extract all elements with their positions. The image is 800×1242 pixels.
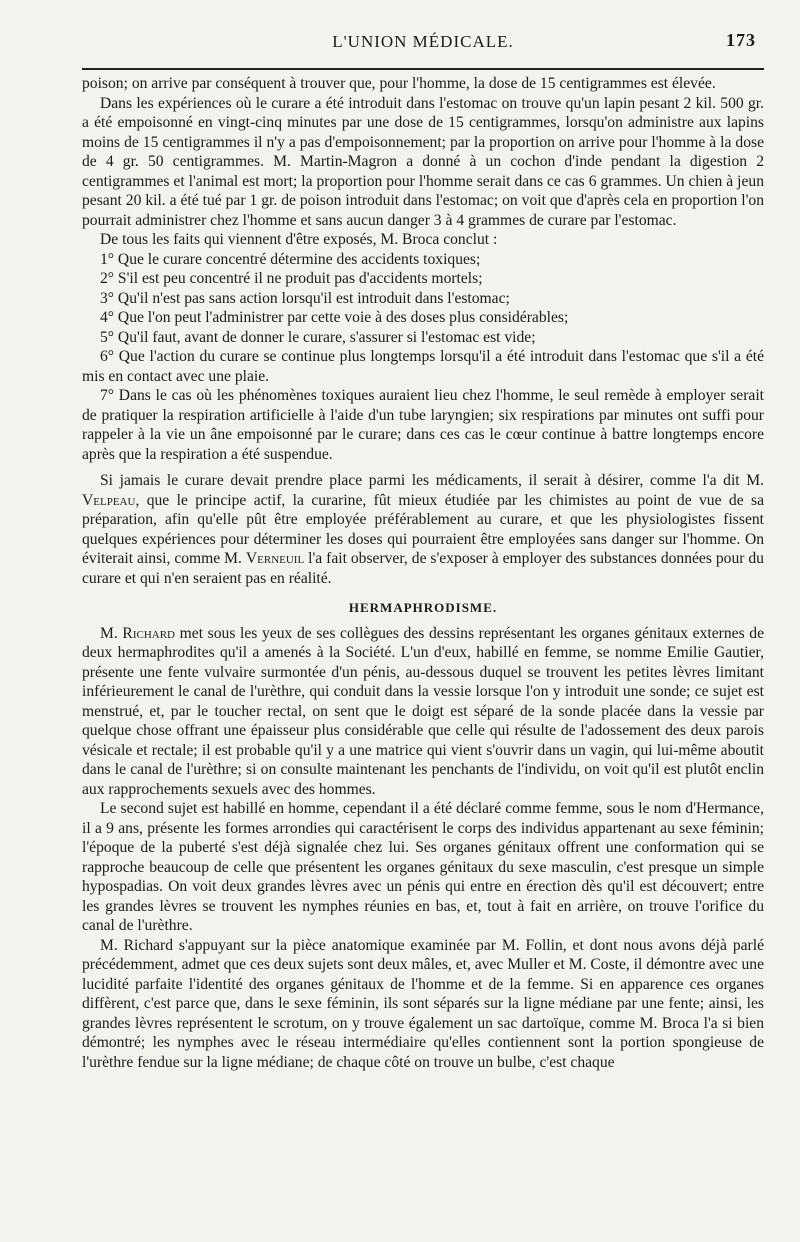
author-name-richard: Richard bbox=[122, 624, 175, 642]
conclusions-intro: De tous les faits qui viennent d'être exposés, M. Broca conclut : bbox=[100, 231, 498, 248]
page-header bbox=[82, 30, 764, 60]
conclusion-item: 5° Qu'il faut, avant de donner le curare, s'assurer si l'estomac est vide; bbox=[100, 328, 536, 346]
article-body bbox=[82, 74, 764, 1072]
conclusion-item: 3° Qu'il n'est pas sans action lorsqu'il est introduit dans l'estomac; bbox=[100, 289, 510, 307]
paragraph-richard-conclusion: M. Richard s'appuyant sur la pièce anatomique examinée par M. Follin, et dont nous avons déjà parlé précédemment, admet que ces deux sujets sont deux mâles, et, avec Muller et M. Coste, il démontre avec une lucidité parfaite l'identité des organes génitaux de l'homme et de la femme. Si en apparence ces organes diffèrent, c'est parce que, dans le sexe féminin, ils sont séparés sur la ligne médiane par une fente; ainsi, les grandes lèvres représentent le scrotum, on y trouve également un sac dartoïque, comme M. Broca l'a si bien démontré; les nymphes avec le réseau intermédiaire qu'elles contiennent sont la portion spongieuse de l'urèthre fendue sur la ligne médiane; de chaque côté on trouve un bulbe, c'est chaque bbox=[82, 936, 765, 1071]
section-title: HERMAPHRODISME. bbox=[348, 600, 498, 615]
conclusion-item: 4° Que l'on peut l'administrer par cette voie à des doses plus considérables; bbox=[100, 309, 569, 326]
page-number: 173 bbox=[726, 30, 756, 50]
richard-lead: M. bbox=[100, 624, 123, 642]
richard-text: met sous les yeux de ses collègues des dessins représentant les organes génitaux externes de deux hermaphrodites qu'il a amenés à la Société. L'un d'eux, habillé en femme, se nomme Emilie Gautier, présente une fente vulvaire surmontée d'un pénis, au-dessous duquel se trouvent les petites lèvres limitant inférieurement le canal de l'urèthre, qui conduit dans la vessie lorsque l'on y introduit une sonde; ce sujet est menstrué, et, par le toucher rectal, on sent que le doigt est séparé de la sonde placée dans la vessie par quelque chose offrant une épaisseur plus considérable que celle qui résulte de l'adossement des deux parois vésicale et rectale; il est probable qu'il y a une matrice qui vient s'ouvrir dans un vagin, qui lui-même aboutit dans le canal de l'urèthre; si on consulte maintenant les penchants de l'individu, on voit qu'il est plutôt enclin aux rapprochements sexuels avec des hommes. bbox=[82, 624, 764, 798]
author-name-velpeau: Velpeau bbox=[82, 491, 136, 509]
velpeau-text-1: Si jamais le curare devait prendre place parmi les médicaments, il serait à désirer, comme l'a dit M. bbox=[100, 472, 764, 489]
conclusion-item: 2° S'il est peu concentré il ne produit pas d'accidents mortels; bbox=[100, 270, 483, 287]
paragraph-stomach-experiments: Dans les expériences où le curare a été introduit dans l'estomac on trouve qu'un lapin pesant 2 kil. 500 gr. a été empoisonné en vingt-cinq minutes par une dose de 15 centigrammes, lorsqu'on administre aux lapins moins de 15 centigrammes il n'y a pas d'empoisonnement; par la proportion on arrive pour l'homme à la dose de 4 gr. 50 centigrammes. M. Martin-Magron a donné à un cochon d'inde pendant la digestion 2 centigrammes et l'animal est mort; la proportion pour l'homme serait dans ce cas 6 grammes. Un chien à jeun pesant 20 kil. a été tué par 1 gr. de poison introduit dans l'estomac; on voit que d'après cela en proportion l'on pourrait administrer chez l'homme et sans aucun danger 3 à 4 grammes de curare par l'estomac. bbox=[82, 94, 764, 229]
author-name-verneuil: Verneuil bbox=[245, 550, 305, 567]
conclusion-item: 6° Que l'action du curare se continue plus longtemps lorsqu'il a été introduit dans l'estomac que s'il a été mis en contact avec une plaie. bbox=[82, 348, 764, 385]
velpeau-text-2: , que le principe actif, la curarine, fût mieux étudiée par les chimistes au point de vue de sa préparation, afin qu'elle pût être employée préférablement au curare, et que les physiologistes fissent quelques expériences pour déterminer les doses qui pourraient être employées sans danger sur l'homme. On éviterait ainsi, comme M. bbox=[82, 491, 764, 567]
conclusion-item: 7° Dans le cas où les phénomènes toxiques auraient lieu chez l'homme, le seul remède à employer serait de pratiquer la respiration artificielle à l'aide d'un tube laryngien; six respirations par minutes ont suffi pour rappeler à la vie un âne empoisonné par le curare; dans ces cas le cœur continue à battre longtemps encore après que la respiration a été suspendue. bbox=[82, 387, 764, 463]
conclusion-item: 1° Que le curare concentré détermine des accidents toxiques; bbox=[100, 250, 481, 268]
header-rule bbox=[82, 68, 764, 70]
running-title: L'UNION MÉDICALE. bbox=[332, 32, 514, 51]
paragraph-velpeau bbox=[82, 471, 764, 588]
paragraph-poison-dose: poison; on arrive par conséquent à trouver que, pour l'homme, la dose de 15 centigrammes est élevée. bbox=[82, 75, 716, 92]
velpeau-text-3: l'a fait observer, de s'exposer à employer des substances données pour du curare et qui n'en seraient pas en réalité. bbox=[82, 550, 764, 587]
paragraph-second-subject: Le second sujet est habillé en homme, cependant il a été déclaré comme femme, sous le nom d'Hermance, il a 9 ans, présente les formes arrondies qui caractérisent le corps des individus appartenant au sexe féminin; l'époque de la puberté s'est déjà signalée chez lui. Ses organes génitaux offrent une conformation qui se rapproche beaucoup de celle que présentent les organes génitaux du sexe masculin, c'est presque un simple hypospadias. On voit deux grandes lèvres avec un pénis qui entre en érection dès qu'il est découvert; entre les grandes lèvres se trouvent les nymphes réunies en bas, et, tout à fait en arrière, on trouve l'orifice du canal de l'urèthre. bbox=[82, 800, 764, 934]
paragraph-richard-presentation bbox=[82, 624, 764, 800]
